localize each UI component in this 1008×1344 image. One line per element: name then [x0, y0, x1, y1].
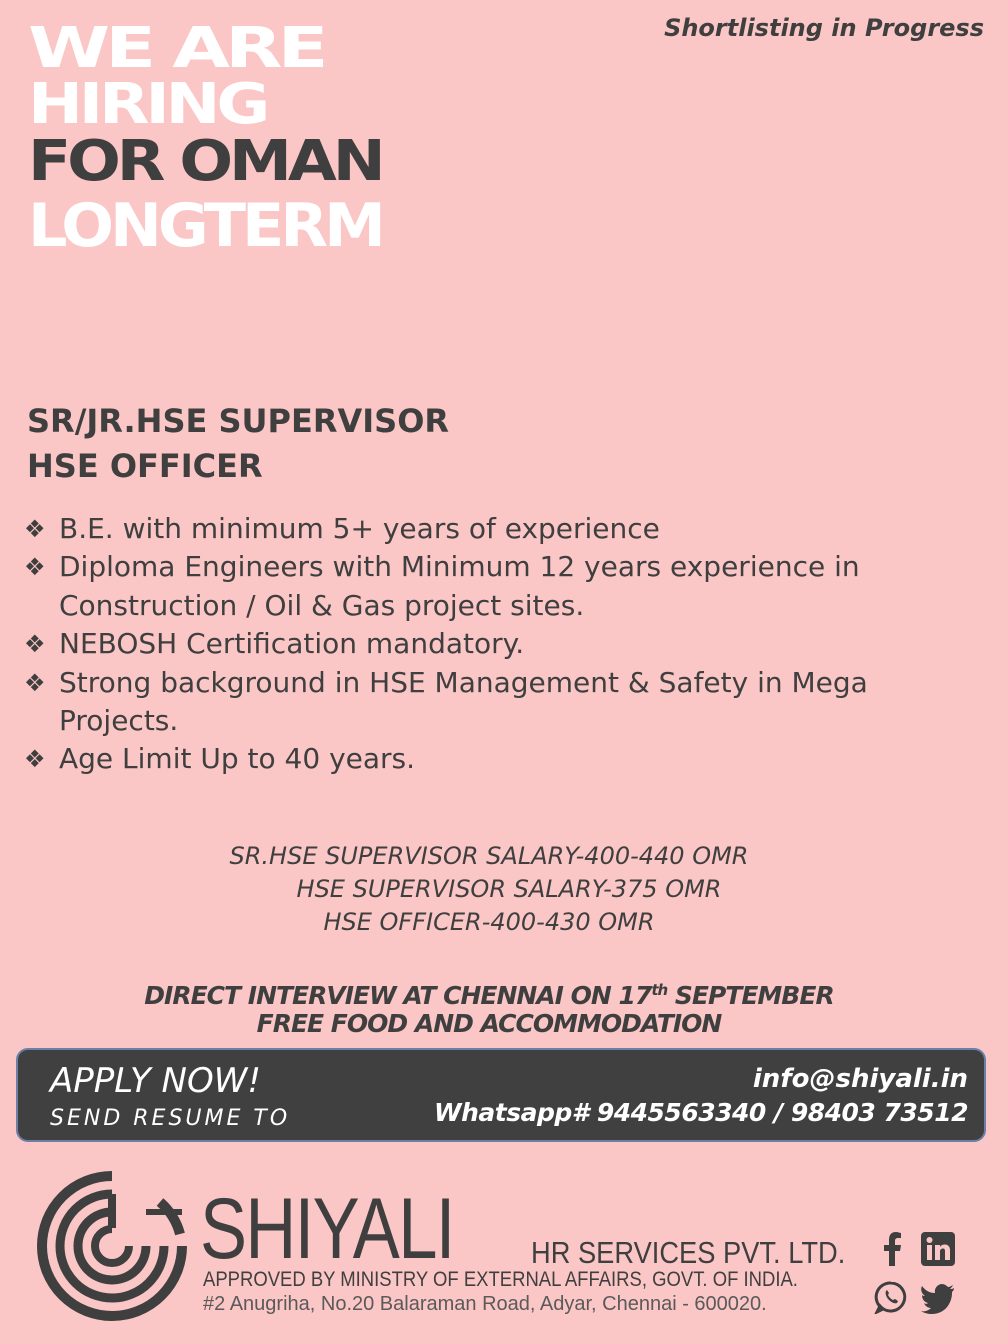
list-item: ❖ NEBOSH Certification mandatory.: [24, 625, 994, 663]
headline-hiring: HIRING: [28, 70, 267, 137]
company-suffix: HR SERVICES PVT. LTD.: [531, 1235, 846, 1270]
linkedin-icon[interactable]: [921, 1232, 955, 1266]
salary-hse-officer: HSE OFFICER-400-430 OMR: [323, 908, 655, 936]
send-resume-label: SEND RESUME TO: [50, 1106, 291, 1131]
requirements-list: [24, 510, 994, 779]
salary-sr-hse-supervisor: SR.HSE SUPERVISOR SALARY-400-440 OMR: [229, 842, 749, 870]
company-name: SHIYALI: [200, 1181, 454, 1277]
facebook-icon[interactable]: [876, 1232, 910, 1266]
list-item: ❖ B.E. with minimum 5+ years of experience: [24, 510, 994, 548]
diamond-bullet-icon: ❖: [24, 553, 46, 582]
approval-text: APPROVED BY MINISTRY OF EXTERNAL AFFAIRS, GOVT. OF INDIA.: [203, 1268, 798, 1291]
diamond-bullet-icon: ❖: [24, 515, 46, 543]
headline-longterm: LONGTERM: [28, 190, 382, 261]
list-item: ❖ Diploma Engineers with Minimum 12 years experience in Construction / Oil & Gas project sites.: [24, 550, 860, 622]
role-hse-officer: HSE OFFICER: [27, 447, 263, 485]
apply-now-title: APPLY NOW!: [50, 1061, 261, 1101]
shortlisting-status: Shortlisting in Progress: [664, 14, 984, 42]
list-item: ❖ Age Limit Up to 40 years.: [24, 740, 994, 778]
role-hse-supervisor: SR/JR.HSE SUPERVISOR: [27, 402, 450, 440]
twitter-icon[interactable]: [921, 1282, 955, 1316]
salary-hse-supervisor: HSE SUPERVISOR SALARY-375 OMR: [296, 875, 722, 903]
whatsapp-numbers[interactable]: Whatsapp# 9445563340 / 98403 73512: [434, 1098, 968, 1127]
diamond-bullet-icon: ❖: [24, 668, 46, 697]
apply-banner: [16, 1048, 986, 1142]
benefits: FREE FOOD AND ACCOMMODATION: [256, 1009, 722, 1038]
diamond-bullet-icon: ❖: [24, 745, 46, 774]
whatsapp-icon[interactable]: [874, 1280, 908, 1314]
list-item: ❖ Strong background in HSE Management & Safety in Mega Projects.: [24, 665, 868, 738]
headline-we-are: WE ARE: [28, 14, 324, 81]
company-address: #2 Anugriha, No.20 Balaraman Road, Adyar, Chennai - 600020.: [203, 1293, 767, 1315]
headline-for-oman: FOR OMAN: [28, 127, 382, 194]
email-link[interactable]: info@shiyali.in: [752, 1064, 968, 1094]
diamond-bullet-icon: ❖: [24, 630, 46, 659]
interview-date: DIRECT INTERVIEW AT CHENNAI ON 17th SEPTEMBER: [144, 981, 834, 1010]
shiyali-logo-icon: [34, 1168, 190, 1324]
